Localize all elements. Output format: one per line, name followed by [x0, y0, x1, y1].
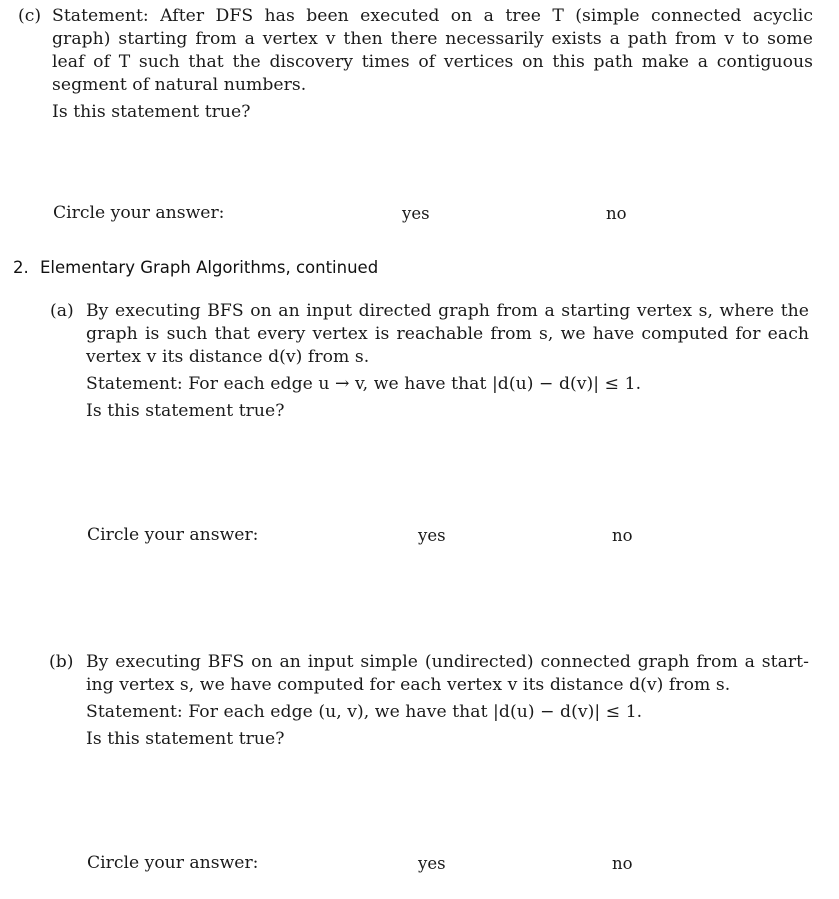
part-b-yes-option[interactable]: yes [418, 854, 446, 873]
section-title: Elementary Graph Algorithms, continued [40, 258, 379, 277]
part-c-line-4: segment of natural numbers. [52, 75, 307, 95]
part-c-line-3: leaf of T such that the discovery times of vertices on this path make a contiguous [52, 52, 813, 72]
part-a-line-3: vertex v its distance d(v) from s. [86, 347, 370, 367]
part-a-question: Is this statement true? [86, 401, 285, 421]
part-c-no-option[interactable]: no [606, 204, 627, 223]
part-a-yes-option[interactable]: yes [418, 526, 446, 545]
part-b-question: Is this statement true? [86, 729, 285, 749]
part-b-no-option[interactable]: no [612, 854, 633, 873]
part-a-no-option[interactable]: no [612, 526, 633, 545]
part-b-statement: Statement: For each edge (u, v), we have that |d(u) − d(v)| ≤ 1. [86, 702, 643, 722]
part-a-label: (a) [50, 301, 74, 321]
part-c-yes-option[interactable]: yes [402, 204, 430, 223]
part-a-answer-prompt: Circle your answer: [87, 525, 259, 545]
part-b-answer-prompt: Circle your answer: [87, 853, 259, 873]
part-a-line-1: By executing BFS on an input directed graph from a starting vertex s, where the [86, 301, 809, 321]
part-a-statement: Statement: For each edge u → v, we have that |d(u) − d(v)| ≤ 1. [86, 374, 642, 394]
section-heading [13, 260, 378, 277]
part-a-line-2: graph is such that every vertex is reachable from s, we have computed for each [86, 324, 809, 344]
part-b-line-2: ing vertex s, we have computed for each vertex v its distance d(v) from s. [86, 675, 731, 695]
part-b-line-1: By executing BFS on an input simple (undirected) connected graph from a start- [86, 652, 809, 672]
part-c-question: Is this statement true? [52, 102, 251, 122]
part-c-answer-prompt: Circle your answer: [53, 203, 225, 223]
part-c-label: (c) [18, 6, 42, 26]
part-c-line-2: graph) starting from a vertex v then there necessarily exists a path from v to some [52, 29, 813, 49]
part-b-label: (b) [49, 652, 74, 672]
part-c-line-1: Statement: After DFS has been executed on a tree T (simple connected acyclic [52, 6, 813, 26]
section-number: 2. [13, 258, 29, 277]
